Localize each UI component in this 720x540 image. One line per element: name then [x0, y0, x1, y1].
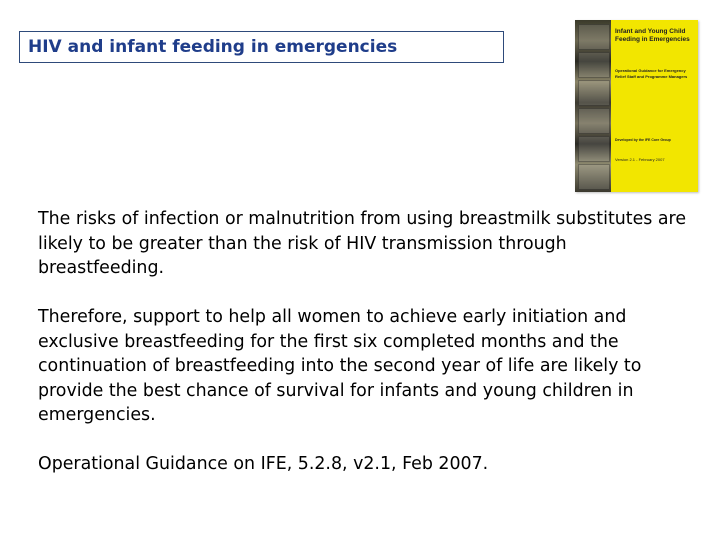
paragraph-support: Therefore, support to help all women to achieve early initiation and exclusive breastfeeding for the first six completed months and the continuation of breastfeeding into the second year of life are likely to provide the best chance of survival for infants and young children in emergencies.	[38, 307, 642, 425]
guidance-book-cover	[575, 20, 698, 192]
cover-developed-by: Developed by the IFE Core Group	[615, 138, 671, 142]
cover-subtitle: Operational Guidance for Emergency Relief Staff and Programme Managers	[615, 68, 688, 79]
cover-version: Version 2.1 - February 2007	[615, 157, 665, 162]
paragraph-risks: The risks of infection or malnutrition from using breastmilk substitutes are likely to be greater than the risk of HIV transmission through breastfeeding.	[38, 209, 687, 278]
cover-photo-strip	[575, 20, 611, 192]
slide-title: HIV and infant feeding in emergencies	[28, 37, 398, 57]
slide-body	[38, 207, 688, 501]
cover-title: Infant and Young Child Feeding in Emergencies	[615, 28, 690, 43]
slide-title-box	[19, 31, 504, 63]
paragraph-citation: Operational Guidance on IFE, 5.2.8, v2.1, Feb 2007.	[38, 454, 489, 474]
